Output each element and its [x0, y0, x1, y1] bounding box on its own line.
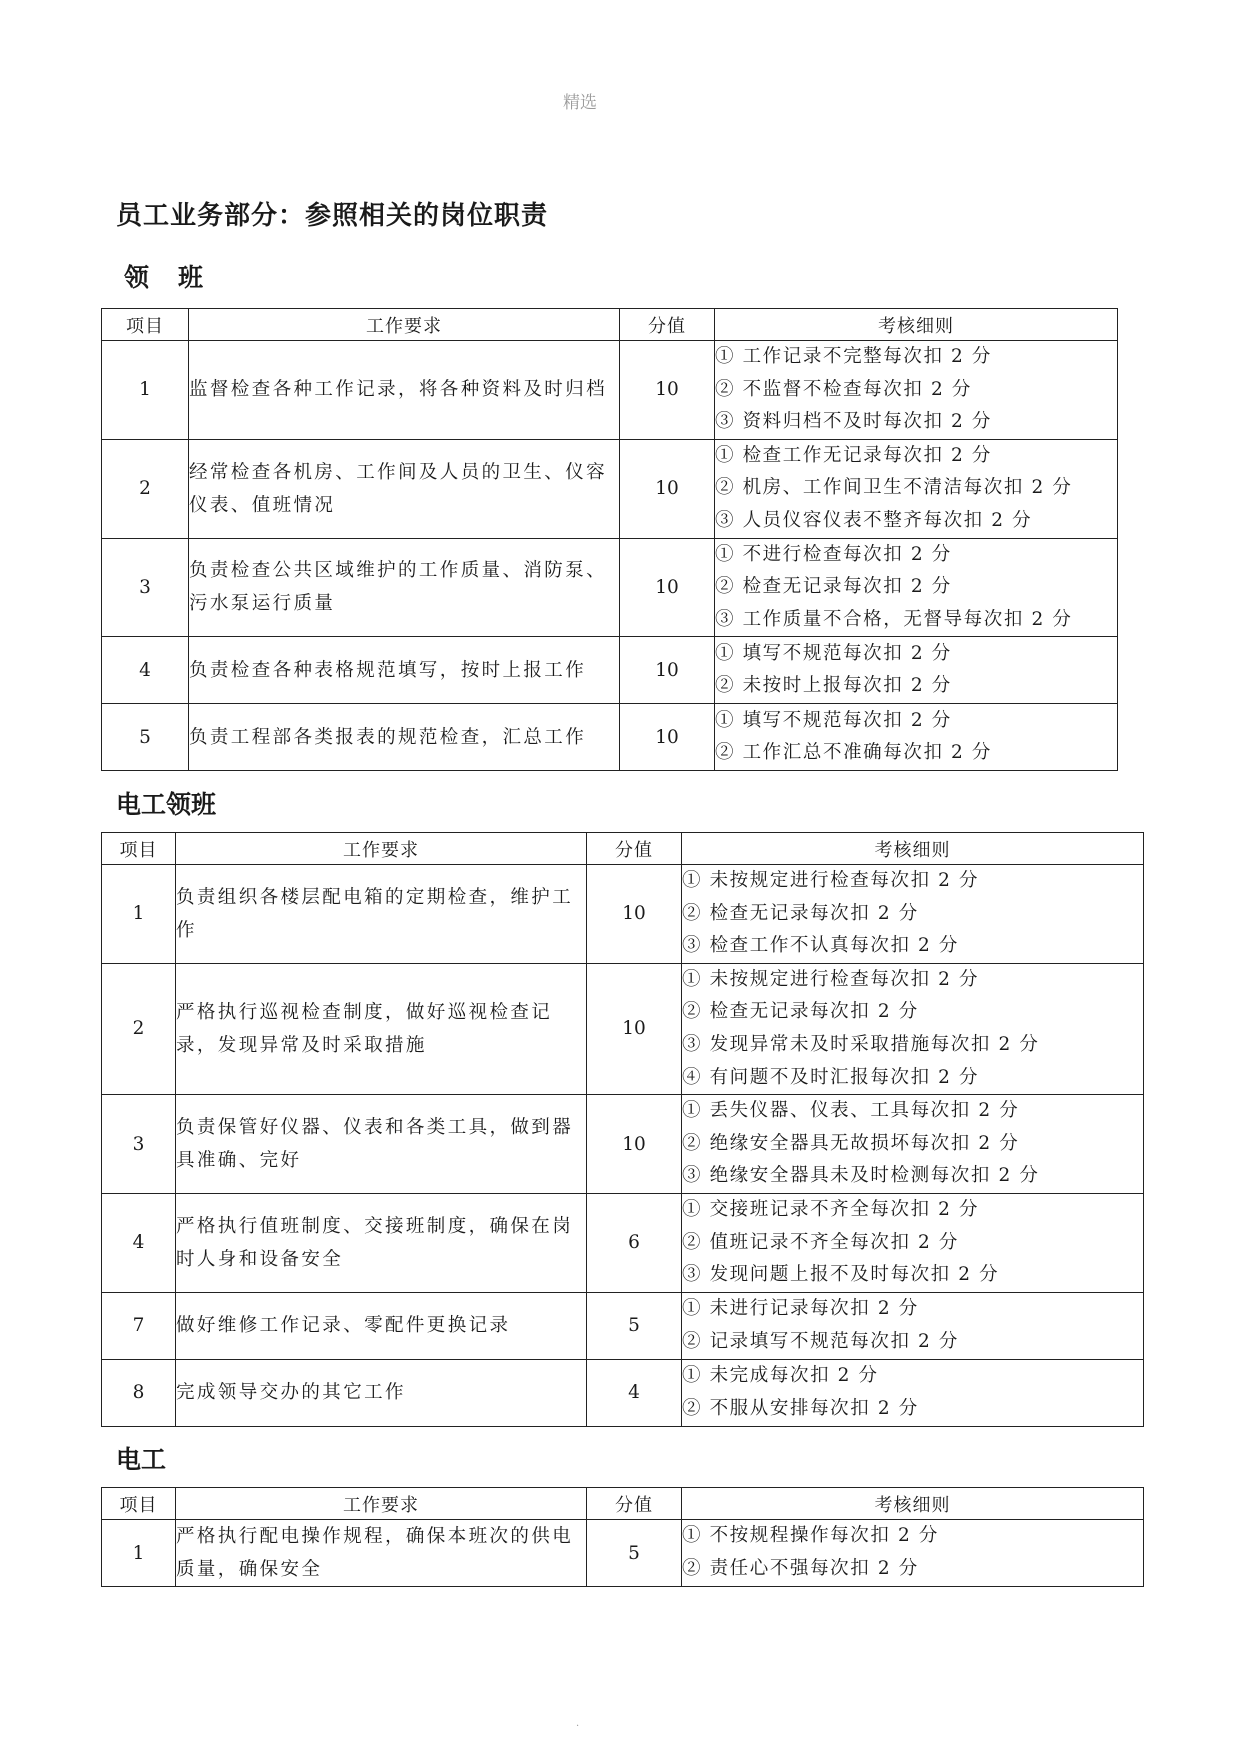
- item-number: 3: [102, 538, 189, 637]
- rule-line: ① 填写不规范每次扣 2 分: [715, 642, 952, 664]
- table-row: [102, 538, 1118, 637]
- requirement-text: 负责保管好仪器、仪表和各类工具，做到器具准确、完好: [176, 1095, 587, 1194]
- table-electrician-leader: [101, 832, 1144, 1427]
- item-number: 8: [102, 1359, 176, 1426]
- column-header-requirement: 工作要求: [189, 309, 620, 341]
- rule-line: ③ 人员仪容仪表不整齐每次扣 2 分: [715, 509, 1033, 531]
- table-row: [102, 341, 1118, 440]
- table-row: [102, 1359, 1144, 1426]
- item-number: 1: [102, 865, 176, 964]
- requirement-text: 经常检查各机房、工作间及人员的卫生、仪容仪表、值班情况: [189, 439, 620, 538]
- rules-cell: [715, 341, 1118, 440]
- rule-line: ④ 有问题不及时汇报每次扣 2 分: [682, 1066, 980, 1088]
- rule-line: ② 值班记录不齐全每次扣 2 分: [682, 1231, 960, 1253]
- rule-line: ① 不进行检查每次扣 2 分: [715, 543, 952, 565]
- rules-cell: [682, 865, 1144, 964]
- column-header-requirement: 工作要求: [176, 833, 587, 865]
- requirement-text: 负责检查各种表格规范填写，按时上报工作: [189, 637, 620, 704]
- table-row: [102, 1520, 1144, 1587]
- requirement-text: 严格执行巡视检查制度，做好巡视检查记录，发现异常及时采取措施: [176, 963, 587, 1094]
- rule-line: ③ 发现问题上报不及时每次扣 2 分: [682, 1264, 1000, 1286]
- item-number: 7: [102, 1292, 176, 1359]
- table-row: [102, 865, 1144, 964]
- table-row: [102, 439, 1118, 538]
- section-title-electrician-leader: 电工领班: [116, 790, 217, 819]
- requirement-text: 监督检查各种工作记录，将各种资料及时归档: [189, 341, 620, 440]
- item-number: 3: [102, 1095, 176, 1194]
- rule-line: ② 工作汇总不准确每次扣 2 分: [715, 742, 993, 764]
- rules-cell: [682, 1292, 1144, 1359]
- score-value: 10: [620, 538, 715, 637]
- table-electrician: [101, 1487, 1144, 1587]
- item-number: 5: [102, 704, 189, 771]
- table-row: [102, 1193, 1144, 1292]
- column-header-item: 项目: [102, 1488, 176, 1520]
- rule-line: ③ 工作质量不合格，无督导每次扣 2 分: [715, 608, 1073, 630]
- rule-line: ③ 资料归档不及时每次扣 2 分: [715, 411, 993, 433]
- rule-line: ② 机房、工作间卫生不清洁每次扣 2 分: [715, 477, 1073, 499]
- requirement-text: 严格执行配电操作规程，确保本班次的供电质量，确保安全: [176, 1520, 587, 1587]
- column-header-score: 分值: [587, 1488, 682, 1520]
- score-value: 10: [620, 439, 715, 538]
- score-value: 10: [587, 963, 682, 1094]
- item-number: 4: [102, 637, 189, 704]
- rule-line: ② 绝缘安全器具无故损坏每次扣 2 分: [682, 1132, 1020, 1154]
- score-value: 5: [587, 1292, 682, 1359]
- rules-cell: [715, 637, 1118, 704]
- rule-line: ① 未进行记录每次扣 2 分: [682, 1298, 919, 1320]
- section-title-leader: 领 班: [124, 263, 206, 292]
- rule-line: ① 工作记录不完整每次扣 2 分: [715, 346, 993, 367]
- rule-line: ③ 绝缘安全器具未及时检测每次扣 2 分: [682, 1165, 1040, 1187]
- rule-line: ② 不服从安排每次扣 2 分: [682, 1397, 919, 1419]
- document-title: 员工业务部分：参照相关的岗位职责: [116, 201, 549, 231]
- item-number: 1: [102, 341, 189, 440]
- score-value: 10: [620, 704, 715, 771]
- table-row: [102, 704, 1118, 771]
- table-leader: [101, 308, 1118, 771]
- rule-line: ① 填写不规范每次扣 2 分: [715, 709, 952, 731]
- score-value: 10: [620, 341, 715, 440]
- rule-line: ① 丢失仪器、仪表、工具每次扣 2 分: [682, 1100, 1020, 1122]
- rule-line: ② 未按时上报每次扣 2 分: [715, 675, 952, 697]
- rule-line: ③ 发现异常未及时采取措施每次扣 2 分: [682, 1033, 1040, 1055]
- rule-line: ① 未按规定进行检查每次扣 2 分: [682, 968, 980, 990]
- rules-cell: [715, 439, 1118, 538]
- rule-line: ② 检查无记录每次扣 2 分: [682, 902, 919, 924]
- score-value: 6: [587, 1193, 682, 1292]
- rule-line: ① 检查工作无记录每次扣 2 分: [715, 444, 993, 466]
- table-row: [102, 637, 1118, 704]
- column-header-rules: 考核细则: [715, 309, 1118, 341]
- column-header-item: 项目: [102, 309, 189, 341]
- rule-line: ② 检查无记录每次扣 2 分: [715, 576, 952, 598]
- rule-line: ① 未按规定进行检查每次扣 2 分: [682, 870, 980, 891]
- score-value: 4: [587, 1359, 682, 1426]
- item-number: 2: [102, 963, 176, 1094]
- requirement-text: 负责检查公共区域维护的工作质量、消防泵、污水泵运行质量: [189, 538, 620, 637]
- rules-cell: [682, 1193, 1144, 1292]
- rules-cell: [682, 963, 1144, 1094]
- score-value: 10: [587, 1095, 682, 1194]
- rules-cell: [682, 1520, 1144, 1587]
- score-value: 10: [620, 637, 715, 704]
- requirement-text: 严格执行值班制度、交接班制度，确保在岗时人身和设备安全: [176, 1193, 587, 1292]
- rule-line: ② 不监督不检查每次扣 2 分: [715, 378, 972, 400]
- score-value: 5: [587, 1520, 682, 1587]
- column-header-rules: 考核细则: [682, 1488, 1144, 1520]
- requirement-text: 做好维修工作记录、零配件更换记录: [176, 1292, 587, 1359]
- rules-cell: [682, 1095, 1144, 1194]
- column-header-item: 项目: [102, 833, 176, 865]
- rules-cell: [715, 538, 1118, 637]
- rule-line: ② 记录填写不规范每次扣 2 分: [682, 1330, 960, 1352]
- item-number: 2: [102, 439, 189, 538]
- rule-line: ③ 检查工作不认真每次扣 2 分: [682, 935, 960, 957]
- section-title-electrician: 电工: [116, 1445, 167, 1474]
- column-header-rules: 考核细则: [682, 833, 1144, 865]
- rule-line: ① 未完成每次扣 2 分: [682, 1365, 879, 1387]
- item-number: 4: [102, 1193, 176, 1292]
- column-header-score: 分值: [587, 833, 682, 865]
- header-watermark: 精选: [563, 93, 597, 113]
- rule-line: ② 检查无记录每次扣 2 分: [682, 1001, 919, 1023]
- rule-line: ① 不按规程操作每次扣 2 分: [682, 1525, 939, 1547]
- table-row: [102, 1292, 1144, 1359]
- rules-cell: [682, 1359, 1144, 1426]
- requirement-text: 完成领导交办的其它工作: [176, 1359, 587, 1426]
- rule-line: ② 责任心不强每次扣 2 分: [682, 1558, 919, 1579]
- item-number: 1: [102, 1520, 176, 1587]
- table-row: [102, 963, 1144, 1094]
- footer-mark: .: [576, 1718, 580, 1729]
- score-value: 10: [587, 865, 682, 964]
- requirement-text: 负责组织各楼层配电箱的定期检查，维护工作: [176, 865, 587, 964]
- column-header-score: 分值: [620, 309, 715, 341]
- column-header-requirement: 工作要求: [176, 1488, 587, 1520]
- rules-cell: [715, 704, 1118, 771]
- requirement-text: 负责工程部各类报表的规范检查，汇总工作: [189, 704, 620, 771]
- table-row: [102, 1095, 1144, 1194]
- rule-line: ① 交接班记录不齐全每次扣 2 分: [682, 1198, 980, 1220]
